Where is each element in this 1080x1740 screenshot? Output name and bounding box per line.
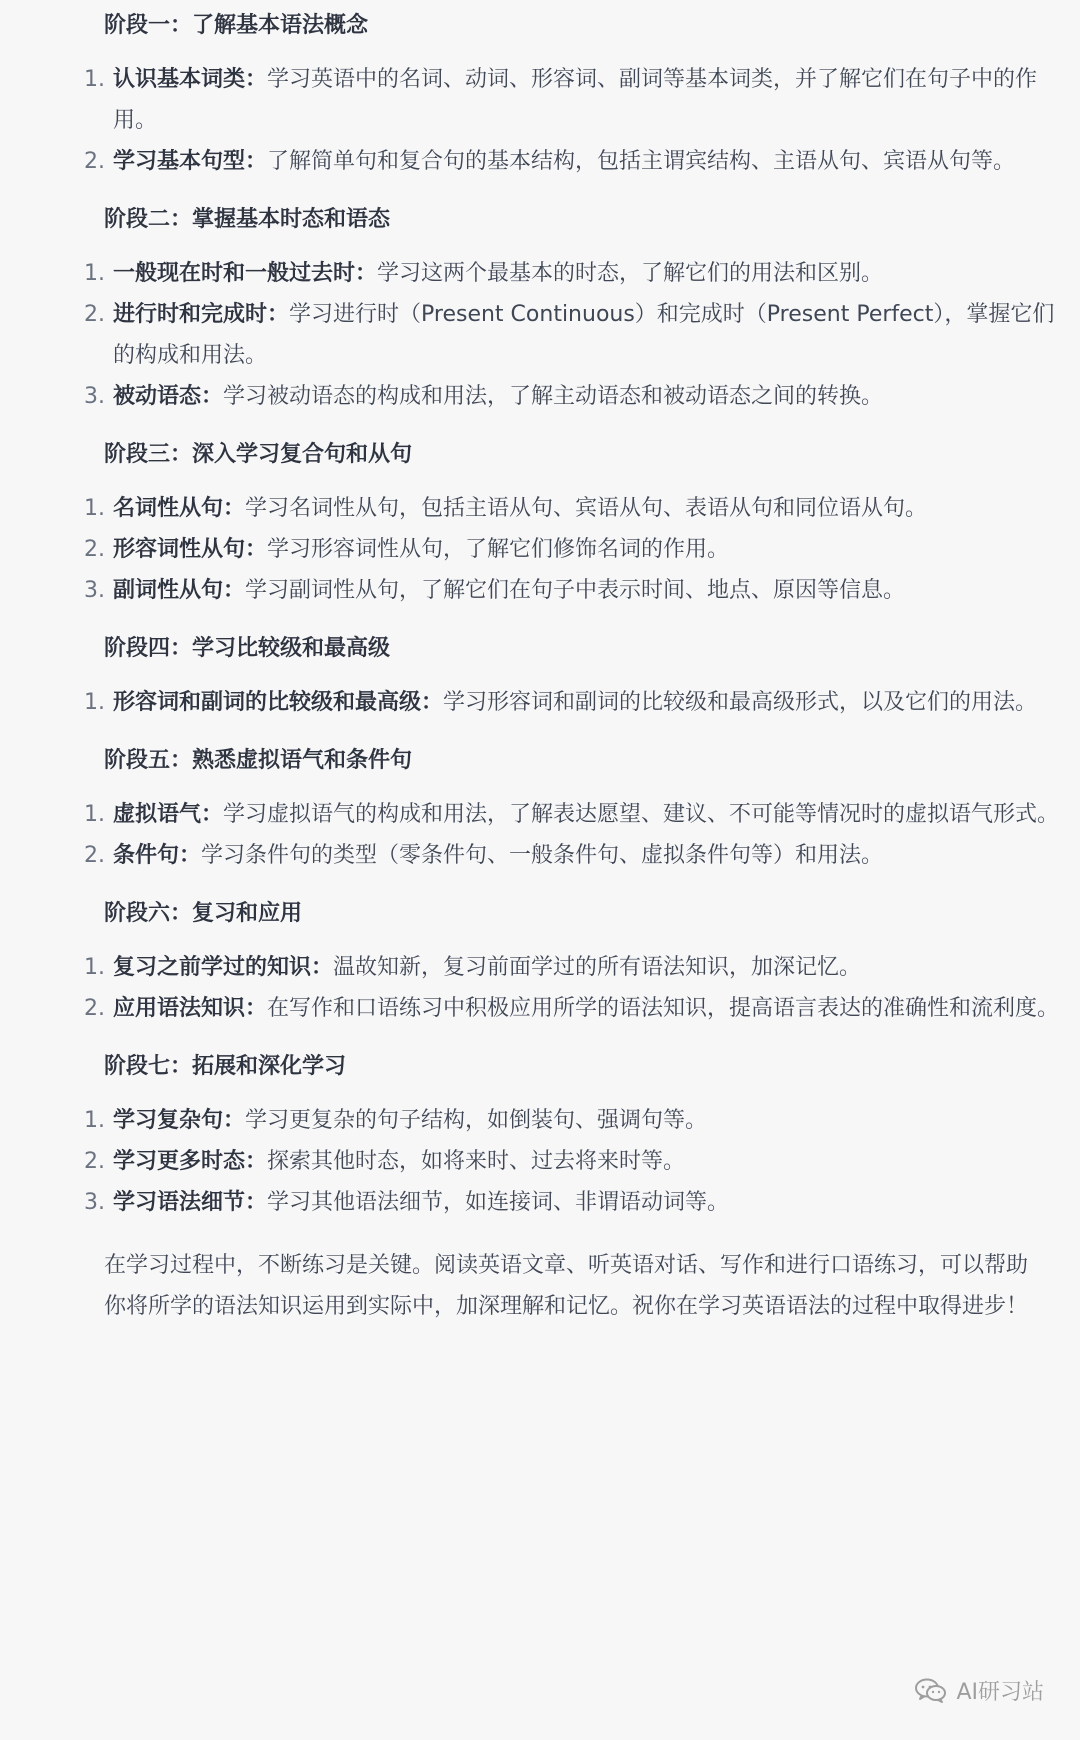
item-title: 学习复杂句： [113, 1108, 246, 1133]
stage-list [0, 253, 1062, 417]
stage-title: 阶段三：深入学习复合句和从句 [104, 442, 413, 467]
item-title: 应用语法知识： [113, 996, 268, 1021]
item-title: 被动语态： [113, 384, 224, 409]
item-text: 学习条件句的类型（零条件句、一般条件句、虚拟条件句等）和用法。 [201, 843, 884, 868]
item-text: 学习形容词性从句，了解它们修饰名词的作用。 [267, 537, 730, 562]
list-item [0, 570, 1062, 611]
item-text: 学习英语中的名词、动词、形容词、副词等基本词类，并了解它们在句子中的作用。 [113, 67, 1038, 133]
stage-1 [0, 10, 1062, 182]
stage-list [0, 682, 1062, 723]
list-item [0, 59, 1062, 141]
list-item [0, 1141, 1062, 1182]
item-title: 一般现在时和一般过去时： [113, 261, 378, 286]
stage-title: 阶段一：了解基本语法概念 [104, 13, 369, 38]
stage-6 [0, 898, 1062, 1029]
stage-title: 阶段二：掌握基本时态和语态 [104, 207, 391, 232]
item-title: 副词性从句： [113, 578, 246, 603]
stage-list [0, 794, 1062, 876]
list-item [0, 1182, 1062, 1223]
stage-title: 阶段四：学习比较级和最高级 [104, 636, 391, 661]
watermark-label: AI研习站 [956, 1680, 1044, 1705]
list-item [0, 488, 1062, 529]
item-text: 学习这两个最基本的时态，了解它们的用法和区别。 [377, 261, 884, 286]
stage-4 [0, 633, 1062, 723]
list-number: 2. [84, 996, 105, 1021]
list-number: 1. [84, 496, 105, 521]
list-number: 3. [84, 578, 105, 603]
stage-title: 阶段六：复习和应用 [104, 901, 303, 926]
stage-list [0, 488, 1062, 611]
item-title: 形容词性从句： [113, 537, 268, 562]
list-number: 3. [84, 1190, 105, 1215]
wechat-icon [914, 1677, 948, 1705]
list-item [0, 794, 1062, 835]
stage-5 [0, 745, 1062, 876]
stage-title: 阶段七：拓展和深化学习 [104, 1054, 347, 1079]
list-number: 1. [84, 802, 105, 827]
item-text: 学习更复杂的句子结构，如倒装句、强调句等。 [245, 1108, 708, 1133]
list-item [0, 988, 1062, 1029]
list-item [0, 141, 1062, 182]
list-item [0, 529, 1062, 570]
list-number: 1. [84, 261, 105, 286]
item-title: 学习基本句型： [113, 149, 268, 174]
item-text: 学习被动语态的构成和用法，了解主动语态和被动语态之间的转换。 [223, 384, 884, 409]
list-item [0, 1100, 1062, 1141]
list-item [0, 294, 1062, 376]
item-title: 认识基本词类： [113, 67, 268, 92]
item-title: 复习之前学过的知识： [113, 955, 334, 980]
list-item [0, 835, 1062, 876]
item-text: 学习虚拟语气的构成和用法，了解表达愿望、建议、不可能等情况时的虚拟语气形式。 [223, 802, 1060, 827]
item-text: 在写作和口语练习中积极应用所学的语法知识，提高语言表达的准确性和流利度。 [267, 996, 1060, 1021]
list-number: 2. [84, 149, 105, 174]
stage-title: 阶段五：熟悉虚拟语气和条件句 [104, 748, 413, 773]
list-number: 2. [84, 1149, 105, 1174]
list-number: 1. [84, 690, 105, 715]
item-title: 形容词和副词的比较级和最高级： [113, 690, 444, 715]
item-text: 温故知新，复习前面学过的所有语法知识，加深记忆。 [333, 955, 862, 980]
list-number: 2. [84, 843, 105, 868]
item-text: 探索其他时态，如将来时、过去将来时等。 [267, 1149, 686, 1174]
list-item [0, 682, 1062, 723]
list-number: 1. [84, 955, 105, 980]
list-item [0, 947, 1062, 988]
stage-7 [0, 1051, 1062, 1223]
item-title: 进行时和完成时： [113, 302, 290, 327]
list-number: 1. [84, 1108, 105, 1133]
item-title: 条件句： [113, 843, 202, 868]
stage-list [0, 947, 1062, 1029]
item-text: 学习名词性从句，包括主语从句、宾语从句、表语从句和同位语从句。 [245, 496, 928, 521]
item-text: 学习进行时（Present Continuous）和完成时（Present Perfect），掌握它们的构成和用法。 [113, 302, 1055, 368]
list-number: 2. [84, 302, 105, 327]
item-text: 学习形容词和副词的比较级和最高级形式，以及它们的用法。 [443, 690, 1038, 715]
list-item [0, 376, 1062, 417]
list-number: 3. [84, 384, 105, 409]
item-text: 了解简单句和复合句的基本结构，包括主谓宾结构、主语从句、宾语从句等。 [267, 149, 1016, 174]
closing-paragraph: 在学习过程中，不断练习是关键。阅读英语文章、听英语对话、写作和进行口语练习，可以帮助你将所学的语法知识运用到实际中，加深理解和记忆。祝你在学习英语语法的过程中取得进步！ [104, 1253, 1029, 1319]
item-title: 学习语法细节： [113, 1190, 268, 1215]
watermark [914, 1675, 1044, 1706]
list-number: 2. [84, 537, 105, 562]
item-title: 名词性从句： [113, 496, 246, 521]
list-item [0, 253, 1062, 294]
list-number: 1. [84, 67, 105, 92]
stage-3 [0, 439, 1062, 611]
item-title: 虚拟语气： [113, 802, 224, 827]
stage-list [0, 59, 1062, 182]
stage-2 [0, 204, 1062, 417]
stage-list [0, 1100, 1062, 1223]
item-title: 学习更多时态： [113, 1149, 268, 1174]
item-text: 学习副词性从句，了解它们在句子中表示时间、地点、原因等信息。 [245, 578, 906, 603]
item-text: 学习其他语法细节，如连接词、非谓语动词等。 [267, 1190, 730, 1215]
